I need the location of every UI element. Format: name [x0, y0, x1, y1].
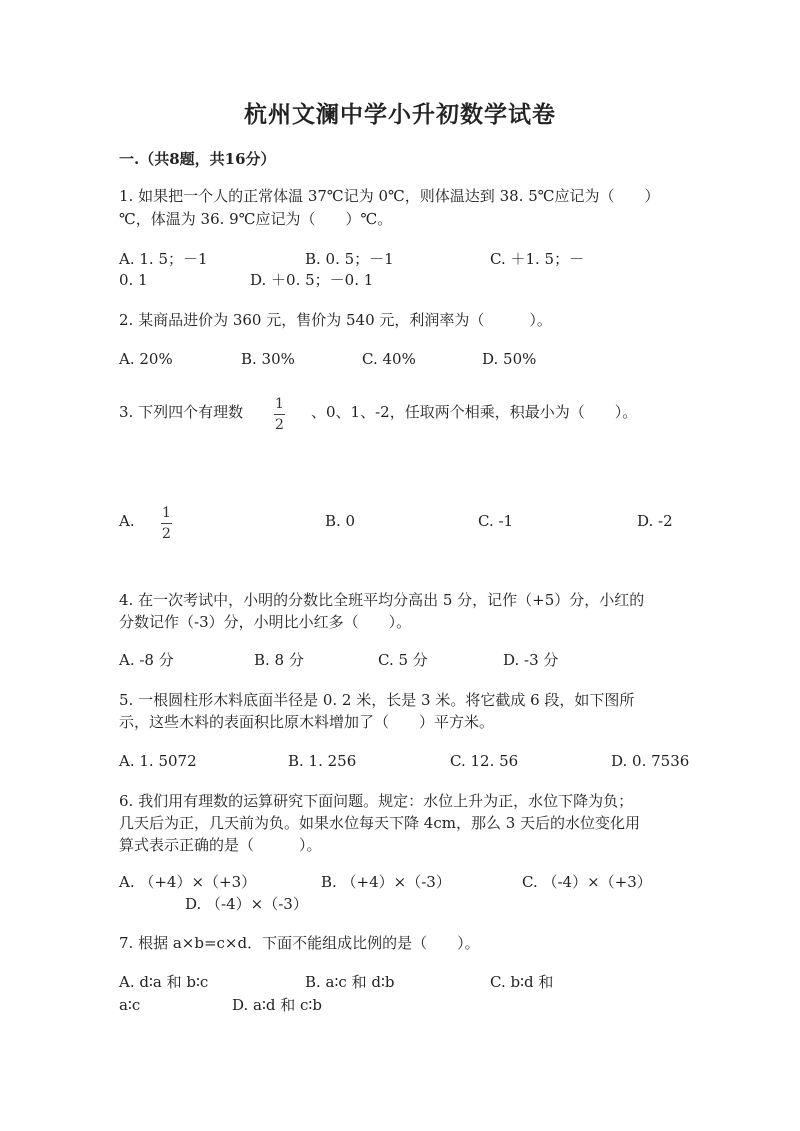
question-text-line: 算式表示正确的是（ ）。: [119, 836, 322, 854]
option-a[interactable]: A. -8 分: [119, 651, 174, 669]
option-a[interactable]: A. 20%: [119, 350, 173, 368]
option-b[interactable]: B. 8 分: [254, 651, 304, 669]
question-text-line: 4. 在一次考试中，小明的分数比全班平均分高出 5 分，记作（+5）分，小红的: [119, 591, 645, 609]
option-c[interactable]: C. 5 分: [378, 651, 428, 669]
option-c[interactable]: C. （-4）×（+3）: [522, 873, 652, 891]
question-text-line: 6. 我们用有理数的运算研究下面问题。规定：水位上升为正，水位下降为负；: [119, 792, 634, 810]
question-text-prefix: 3. 下列四个有理数: [119, 403, 244, 421]
fraction-one-half: [274, 396, 285, 433]
option-c[interactable]: C. 12. 56: [450, 752, 519, 770]
option-b[interactable]: B. （+4）×（-3）: [321, 873, 451, 891]
fraction-numerator: 1: [275, 396, 284, 412]
option-a[interactable]: A. 1. 5；－1: [119, 250, 208, 268]
option-b[interactable]: B. 30%: [241, 350, 295, 368]
question-text-line: 5. 一根圆柱形木料底面半径是 0. 2 米，长是 3 米。将它截成 6 段，如下图所: [119, 691, 635, 709]
option-a-fraction: [161, 505, 172, 542]
option-d[interactable]: D. （-4）×（-3）: [185, 895, 308, 913]
option-c[interactable]: C. 40%: [362, 350, 416, 368]
fraction-bar: [274, 414, 285, 415]
question-text-line: 示，这些木料的表面积比原木料增加了（ ）平方米。: [119, 713, 495, 731]
option-b[interactable]: B. 1. 256: [288, 752, 357, 770]
question-text-line: 1. 如果把一个人的正常体温 37℃记为 0℃，则体温达到 38. 5℃应记为（ ）: [119, 187, 660, 205]
option-d[interactable]: D. 0. 7536: [611, 752, 690, 770]
option-d[interactable]: D. ＋0. 5；－0. 1: [250, 271, 374, 289]
question-text-suffix: 、0、1、-2，任取两个相乘，积最小为（ ）。: [311, 403, 638, 421]
fraction-denominator: 2: [162, 526, 171, 542]
option-c-continued: 0. 1: [119, 271, 148, 289]
option-b[interactable]: B. a∶c 和 d∶b: [305, 973, 395, 991]
option-c[interactable]: C. b∶d 和: [490, 973, 554, 991]
option-d[interactable]: D. -3 分: [503, 651, 559, 669]
option-a[interactable]: A.: [119, 512, 135, 530]
fraction-bar: [161, 523, 172, 524]
fraction-denominator: 2: [275, 417, 284, 433]
option-c-continued: a∶c: [119, 996, 141, 1014]
option-d[interactable]: D. a∶d 和 c∶b: [232, 996, 322, 1014]
option-d[interactable]: D. -2: [637, 512, 673, 530]
option-b[interactable]: B. 0. 5；－1: [305, 250, 394, 268]
question-text-line: 2. 某商品进价为 360 元，售价为 540 元，利润率为（ ）。: [119, 311, 552, 329]
question-text-line: 分数记作（-3）分，小明比小红多（ ）。: [119, 613, 412, 631]
option-a[interactable]: A. d∶a 和 b∶c: [119, 973, 209, 991]
option-a[interactable]: A. 1. 5072: [119, 752, 197, 770]
question-text-line: ℃，体温为 36. 9℃应记为（ ）℃。: [119, 210, 393, 228]
option-c[interactable]: C. ＋1. 5；－: [490, 250, 585, 268]
question-text-line: 几天后为正，几天前为负。如果水位每天下降 4cm，那么 3 天后的水位变化用: [119, 814, 641, 832]
section-heading: 一.（共8题，共16分）: [119, 150, 276, 168]
question-text-line: 7. 根据 a×b=c×d．下面不能组成比例的是（ ）。: [119, 934, 480, 952]
option-c[interactable]: C. -1: [478, 512, 514, 530]
option-b[interactable]: B. 0: [325, 512, 356, 530]
page-title: 杭州文澜中学小升初数学试卷: [244, 101, 556, 128]
option-a[interactable]: A. （+4）×（+3）: [119, 873, 257, 891]
fraction-numerator: 1: [162, 505, 171, 521]
option-d[interactable]: D. 50%: [482, 350, 537, 368]
